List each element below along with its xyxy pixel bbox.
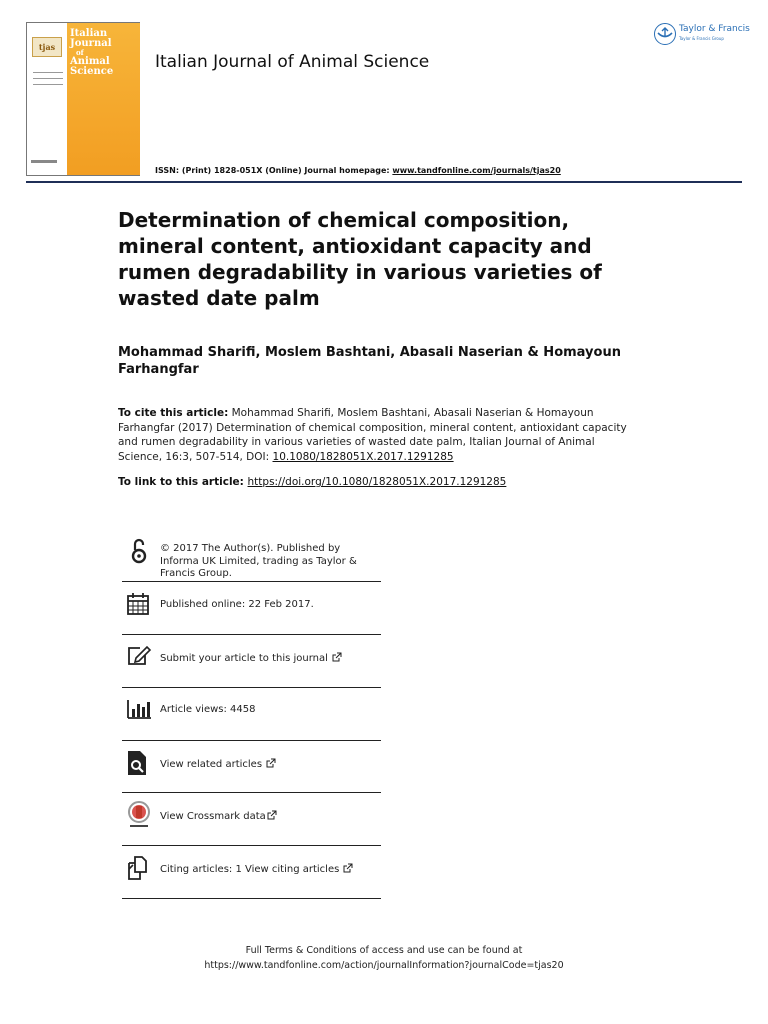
calendar-icon — [126, 592, 152, 618]
crossmark-link[interactable]: View Crossmark data — [160, 810, 382, 825]
cover-logo: tjas — [32, 37, 62, 57]
citation-text: Mohammad Sharifi, Moslem Bashtani, Abasali Naserian & Homayoun Farhangfar (2017) Determination of chemical composition, mineral content, antioxidant capacity and rumen degradability in various varieties of wasted date palm, Italian Journal of Animal Science, 16:3, 507-514, DOI: — [118, 407, 627, 463]
journal-homepage-link[interactable]: www.tandfonline.com/journals/tjas20 — [392, 166, 561, 175]
submit-article-link[interactable]: Submit your article to this journal — [160, 652, 382, 667]
article-title: Determination of chemical composition, mineral content, antioxidant capacity and rumen degradability in various varieties of wasted date palm — [118, 208, 602, 310]
related-articles-link[interactable]: View related articles — [160, 758, 382, 773]
terms-line-1: Full Terms & Conditions of access and use can be found at — [245, 945, 523, 956]
article-doi-url[interactable]: https://doi.org/10.1080/1828051X.2017.1291285 — [247, 476, 507, 488]
meta-row-published — [122, 582, 381, 635]
citation-block — [118, 406, 638, 464]
external-link-icon — [343, 863, 353, 878]
external-link-icon — [266, 758, 276, 773]
external-link-icon — [332, 652, 342, 667]
doi-link[interactable]: 10.1080/1828051X.2017.1291285 — [272, 450, 454, 463]
cover-left-panel — [27, 23, 67, 175]
citation-label: To cite this article: — [118, 407, 229, 419]
external-link-icon — [267, 810, 277, 825]
cover-title: Italian Journal of Animal Science — [70, 28, 114, 77]
cover-publisher-mark — [31, 160, 61, 166]
open-access-icon — [126, 538, 152, 564]
meta-row-citing[interactable] — [122, 846, 381, 899]
cover-meta-lines — [33, 69, 63, 85]
cover-title-panel — [67, 23, 140, 175]
meta-row-submit[interactable] — [122, 635, 381, 688]
citing-articles-icon — [126, 855, 152, 881]
edit-icon — [126, 644, 152, 670]
journal-cover-image — [26, 22, 140, 176]
article-authors: Mohammad Sharifi, Moslem Bashtani, Abasali Naserian & Homayoun Farhangfar — [118, 345, 621, 377]
article-link-block — [118, 475, 638, 489]
article-link-label: To link to this article: — [118, 476, 248, 488]
license-text: © 2017 The Author(s). Published by Informa UK Limited, trading as Taylor & Francis Group. — [160, 543, 357, 579]
crossmark-icon — [126, 801, 152, 827]
terms-footer — [0, 943, 768, 973]
terms-url[interactable]: https://www.tandfonline.com/action/journalInformation?journalCode=tjas20 — [204, 960, 564, 971]
meta-row-license — [122, 532, 381, 582]
citing-articles-link[interactable]: Citing articles: 1 View citing articles — [160, 863, 382, 878]
meta-row-views — [122, 688, 381, 741]
issn-line: ISSN: (Print) 1828-051X (Online) Journal homepage: www.tandfonline.com/journals/tjas20 — [155, 166, 561, 175]
publisher-subname: Taylor & Francis Group — [679, 36, 724, 41]
header-divider — [26, 181, 742, 183]
article-views: Article views: 4458 — [160, 704, 256, 715]
article-metadata-list — [122, 532, 381, 899]
journal-name: Italian Journal of Animal Science — [155, 52, 430, 72]
bar-chart-icon — [126, 698, 152, 724]
publisher-logo-icon — [654, 23, 676, 45]
search-document-icon — [126, 750, 152, 776]
meta-row-crossmark[interactable] — [122, 793, 381, 846]
publisher-name: Taylor & Francis — [679, 24, 750, 34]
meta-row-related[interactable] — [122, 741, 381, 793]
published-date: Published online: 22 Feb 2017. — [160, 599, 314, 610]
